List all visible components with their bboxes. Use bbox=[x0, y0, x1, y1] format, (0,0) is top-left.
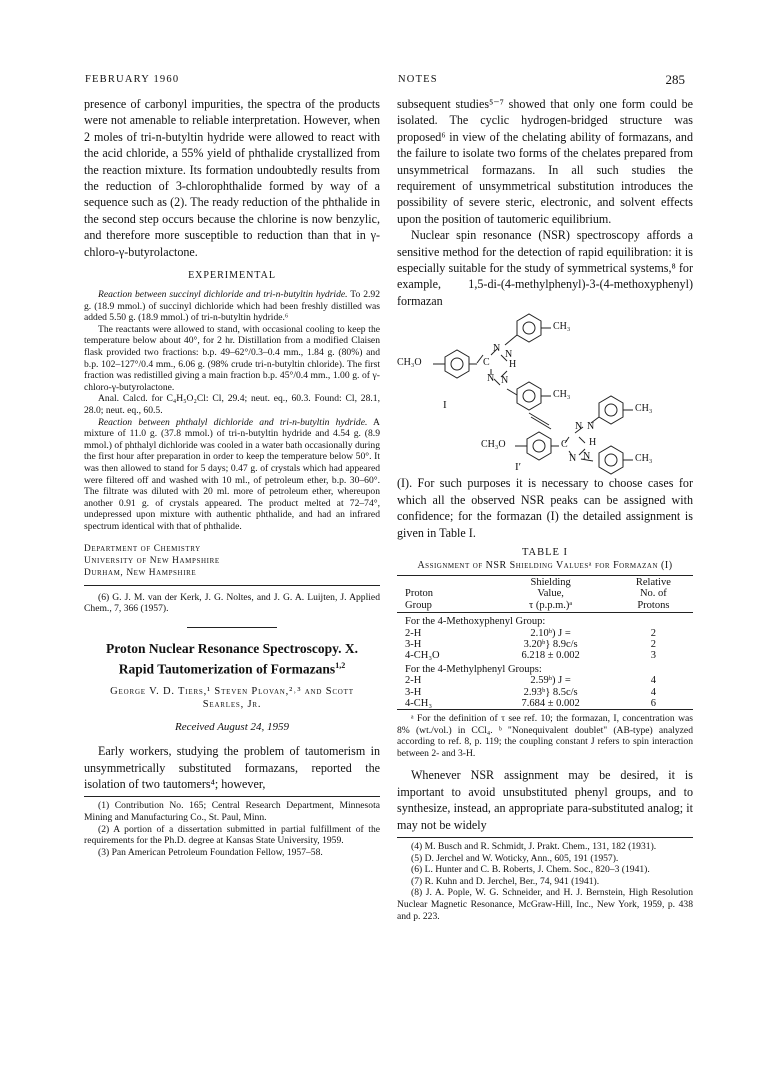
article-title bbox=[84, 640, 380, 678]
nitrogen-label: N bbox=[501, 375, 509, 387]
reference-6: (6) G. J. M. van der Kerk, J. G. Noltes, and J. G. A. Luijten, J. Applied Chem., 7, 366 (1957). bbox=[84, 591, 380, 615]
methoxy-label: CH₃O bbox=[397, 357, 422, 369]
received-date: Received August 24, 1959 bbox=[174, 721, 290, 734]
column-header-value: Shielding Value, τ (p.p.m.)ᵃ bbox=[528, 576, 573, 611]
benzene-ring bbox=[599, 446, 623, 474]
carbon-label: C bbox=[561, 439, 568, 451]
affiliation-line: University of New Hampshire bbox=[84, 555, 220, 566]
benzene-ring bbox=[445, 350, 469, 378]
affiliation bbox=[84, 543, 380, 579]
carbon-label: C bbox=[483, 357, 490, 369]
table-row: 3-H 2.93ᵇ} 8.5c/s 4 bbox=[405, 686, 657, 698]
table-footnote: ᵃ For the definition of τ see ref. 10; the formazan, I, concentration was 8% (wt./vol.) in CCl₄. ᵇ "Nonequivalent doublet" (AB-type) analyzed according to ref. 8, p. 119; the coupling constant J refers to spin interaction between 2- and 3-H. bbox=[397, 713, 693, 759]
nitrogen-label: N bbox=[487, 373, 495, 385]
right-paragraph-1: subsequent studies⁵⁻⁷ showed that only one form could be isolated. The cyclic hydrogen-bridged structure was proposed⁶ in view of the chelating ability of formazans, and the failure to isolate two forms of the chelates prepared from unsymmetrical formazans. In all such studies the requirement of unsymmetrical substitution introduces the possibility of severe steric, electronic, and solvent effects upon the position of tautomeric equilibrium. bbox=[397, 97, 693, 226]
article-paragraph-1: Early workers, studying the problem of tautomerism in unsymmetrically substituted formazans, reported the isolation of two tautomers⁴; however, bbox=[84, 744, 380, 792]
footnote-4: (4) M. Busch and R. Schmidt, J. Prakt. Chem., 131, 182 (1931). bbox=[411, 841, 657, 853]
column-header-group: Proton Group bbox=[405, 588, 434, 611]
nitrogen-label: N bbox=[583, 451, 591, 463]
structure-label-I-prime: I′ bbox=[515, 461, 522, 474]
aromatic-circle bbox=[533, 440, 545, 452]
methyl-label: CH₃ bbox=[553, 321, 571, 333]
hydrogen-label: H bbox=[509, 359, 517, 371]
running-header-section: NOTES bbox=[398, 74, 438, 85]
footnote-6: (6) L. Hunter and C. B. Roberts, J. Chem. Soc., 820–3 (1941). bbox=[411, 864, 650, 876]
benzene-ring bbox=[599, 396, 623, 424]
aromatic-circle bbox=[523, 390, 535, 402]
aromatic-circle bbox=[605, 404, 617, 416]
article-title-line-2: Rapid Tautomerization of Formazans$^{1,2}$ bbox=[118, 660, 346, 677]
structure-drawing bbox=[397, 309, 693, 475]
running-header-date: FEBRUARY 1960 bbox=[85, 74, 180, 85]
benzene-ring bbox=[517, 314, 541, 342]
column-header-protons: Relative No. of Protons bbox=[635, 576, 671, 611]
table-caption: Assignment of NSR Shielding Valuesᵃ for Formazan (I) bbox=[417, 559, 673, 571]
nitrogen-label: N bbox=[575, 421, 583, 433]
page-number: 285 bbox=[665, 72, 685, 87]
left-column bbox=[84, 96, 380, 858]
footnote-rule bbox=[397, 837, 693, 838]
aromatic-circle bbox=[605, 454, 617, 466]
experiment-1-title: Reaction between succinyl dichloride and tri-n-butyltin hydride. bbox=[98, 289, 348, 301]
table-header-row bbox=[397, 576, 693, 613]
footnote-8: (8) J. A. Pople, W. G. Schneider, and H. J. Bernstein, High Resolution Nuclear Magnetic Resonance, McGraw-Hill, Inc., New York, 1959, p. 438 and p. 223. bbox=[397, 887, 693, 922]
author-line-2: Searles, Jr. bbox=[202, 699, 262, 711]
footnote-rule bbox=[84, 796, 380, 797]
table-row: 4-CH₃ 7.684 ± 0.002 6 bbox=[405, 697, 657, 709]
shielding-table bbox=[397, 575, 693, 710]
nitrogen-label: N bbox=[569, 453, 577, 465]
footnote-3: (3) Pan American Petroleum Foundation Fellow, 1957–58. bbox=[98, 846, 323, 858]
affiliation-line: Durham, New Hampshire bbox=[84, 567, 197, 578]
article-title-footnote-mark: 1,2 bbox=[335, 660, 346, 670]
footnote-1: (1) Contribution No. 165; Central Research Department, Minnesota Mining and Manufacturing Co., St. Paul, Minn. bbox=[84, 800, 380, 824]
experiment-2 bbox=[84, 417, 380, 533]
affiliation-line: Department of Chemistry bbox=[84, 543, 201, 554]
experiment-2-text: A mixture of 11.0 g. (37.8 mmol.) of tri-n-butyltin hydride and 4.54 g. (8.9 mmol.) of phthalyl dichloride was cooled in a water bath occasionally during the first hour after preparation in order to keep the temperature below 50°. It was then allowed to stand for 5 days; 0.47 g. of crystals which had appeared were filtered off and washed with 10 ml., of petroleum ether, b.p. 30–60°. The filtrate was diluted with 20 ml. more of petroleum ether, whereupon another 0.91 g. of crystals appeared. The product melted at 72–74°, undepressed upon mixture with authentic phthalide, and had an infrared spectrum identical with that of phthalide. bbox=[84, 416, 380, 532]
table-row: 2-H 2.59ᵇ) J = 4 bbox=[405, 675, 657, 687]
aromatic-circle bbox=[451, 358, 463, 370]
hydrogen-label: H bbox=[589, 437, 597, 449]
author-line-1: George V. D. Tiers,¹ Steven Plovan,²˒³ and Scott bbox=[110, 686, 354, 698]
divider bbox=[84, 585, 380, 586]
methyl-label: CH₃ bbox=[635, 453, 653, 465]
table-title: TABLE I bbox=[521, 546, 569, 558]
right-paragraph-2: Nuclear spin resonance (NSR) spectroscopy affords a sensitive method for the detection of rapid equilibration: it is especially suitable for the study of symmetrical systems,⁸ for example, 1,5-di-(4-methylphenyl)-3-(4-methoxyphenyl) formazan bbox=[397, 228, 693, 308]
table-group-row: For the 4-Methoxyphenyl Group: bbox=[405, 616, 546, 628]
table-row: 2-H 2.10ᵇ) J = 2 bbox=[405, 627, 657, 639]
nitrogen-label: N bbox=[587, 421, 595, 433]
nitrogen-label: N bbox=[493, 343, 501, 355]
methyl-label: CH₃ bbox=[635, 403, 653, 415]
footnote-7: (7) R. Kuhn and D. Jerchel, Ber., 74, 941 (1941). bbox=[411, 875, 600, 887]
formazan-structure-figure bbox=[397, 309, 693, 475]
experiment-1-analysis: Anal. Calcd. for C₄H₅O₂Cl: Cl, 29.4; neut. eq., 60.3. Found: Cl, 28.1, 28.0; neut. eq., 60.5. bbox=[84, 393, 380, 416]
experiment-2-title: Reaction between phthalyl dichloride and tri-n-butyltin hydride. bbox=[98, 416, 368, 428]
intro-paragraph: presence of carbonyl impurities, the spectra of the products were not amenable to reliable interpretation. However, when 2 moles of tri-n-butyltin hydride were allowed to react with the acid chloride, a 55% yield of phthalide crystallized from the reaction mixture. Its formation undoubtedly results from the reduction of 3-chlorophthalide formed by way of a sequence such as (2). The ready reduction of the phthalide in the second step occurs because the chlorine is now benzylic, and therefore more susceptible to reduction than that in γ-chloro-γ-butyrolactone. bbox=[84, 97, 380, 259]
experimental-heading: EXPERIMENTAL bbox=[188, 270, 276, 282]
experiment-1-continued: The reactants were allowed to stand, with occasional cooling to keep the temperature below about 40°, for 2 hr. Distillation from a modified Claisen flask provided two fractions: b.p. 49–62°/0.3–0.4 mm., 1.84 g. (80%) and b.p. 102–127°/0.4 mm., 6.06 g. (98% crude tri-n-butyltin chloride). The first fraction was redistilled giving a main fraction b.p. 45°/0.4 mm., 1.00 g. of γ-chloro-γ-butyrolactone. bbox=[84, 323, 380, 393]
table-row: 3-H 3.20ᵇ} 8.9c/s 2 bbox=[405, 638, 657, 650]
nitrogen-label: N bbox=[505, 349, 513, 361]
aromatic-circle bbox=[523, 322, 535, 334]
article-title-line-1: Proton Nuclear Resonance Spectroscopy. X. bbox=[106, 640, 358, 656]
methoxy-label: CH₃O bbox=[481, 439, 506, 451]
benzene-ring bbox=[517, 382, 541, 410]
footnote-2: (2) A portion of a dissertation submitted in partial fulfillment of the requirements for the Ph.D. degree at Kansas State University, 1959. bbox=[84, 823, 380, 847]
right-paragraph-3: (I). For such purposes it is necessary to choose cases for which all the observed NSR peaks can be assigned with confidence; for the formazan (I) the detailed assignment is given in Table I. bbox=[397, 476, 693, 540]
author-list bbox=[84, 685, 380, 711]
table-row: 4-CH₃O 6.218 ± 0.002 3 bbox=[405, 650, 657, 662]
experiment-1 bbox=[84, 289, 380, 324]
structure-label-I: I bbox=[443, 399, 447, 412]
benzene-ring bbox=[527, 432, 551, 460]
right-column bbox=[397, 96, 693, 922]
methyl-label: CH₃ bbox=[553, 389, 571, 401]
footnote-5: (5) D. Jerchel and W. Woticky, Ann., 605, 191 (1957). bbox=[411, 852, 619, 864]
right-paragraph-4: Whenever NSR assignment may be desired, it is important to avoid unsubstituted phenyl groups, and to synthesize, instead, an appropriate para-substituted analog; it may not be widely bbox=[397, 768, 693, 832]
experiment-1-text: To 2.92 g. (18.9 mmol.) of succinyl dichloride which had been freshly distilled was added 5.50 g. (18.9 mmol.) of tri-n-butyltin hydride.⁶ bbox=[84, 289, 380, 324]
table-group-row: For the 4-Methylphenyl Groups: bbox=[405, 664, 542, 676]
article-separator bbox=[187, 627, 277, 628]
